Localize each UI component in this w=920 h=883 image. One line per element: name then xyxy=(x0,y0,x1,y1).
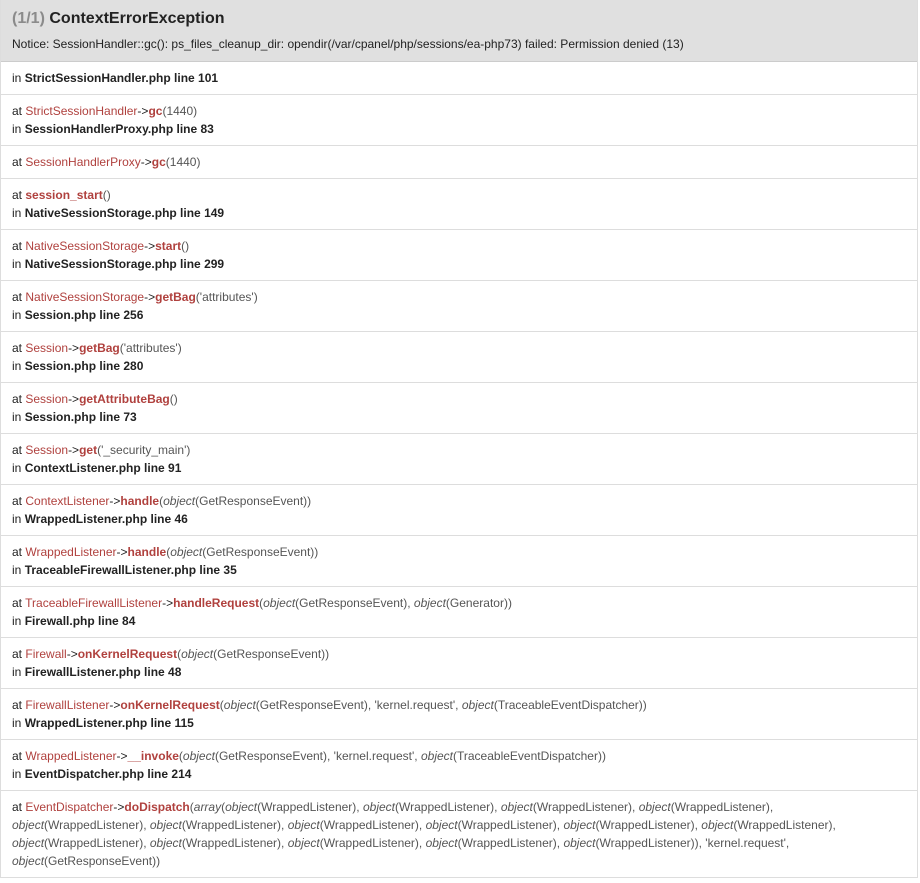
trace-class: Session xyxy=(25,392,69,406)
in-keyword: in xyxy=(12,308,22,322)
trace-class: FirewallListener xyxy=(25,698,110,712)
trace-call xyxy=(12,186,907,204)
trace-class: NativeSessionStorage xyxy=(25,239,145,253)
trace-call xyxy=(12,696,907,714)
at-keyword: at xyxy=(12,545,23,559)
trace-class: EventDispatcher xyxy=(25,800,114,814)
trace-location: Session.php line 256 xyxy=(24,308,144,322)
call-arrow: -> xyxy=(68,341,80,355)
trace-item xyxy=(1,689,917,740)
in-keyword: in xyxy=(12,767,22,781)
trace-function: getAttributeBag xyxy=(79,392,170,406)
exception-message: Notice: SessionHandler::gc(): ps_files_cleanup_dir: opendir(/var/cpanel/php/sessions/ea-php73) failed: Permission denied (13) xyxy=(12,37,684,51)
trace-file xyxy=(12,255,907,273)
trace-location: WrappedListener.php line 115 xyxy=(24,716,194,730)
trace-item xyxy=(1,230,917,281)
trace-class: Firewall xyxy=(25,647,67,661)
trace-location: SessionHandlerProxy.php line 83 xyxy=(24,122,214,136)
in-keyword: in xyxy=(12,122,22,136)
trace-call xyxy=(12,288,907,306)
trace-call xyxy=(12,153,907,171)
trace-arguments: (object(GetResponseEvent), 'kernel.request', object(TraceableEventDispatcher)) xyxy=(178,749,606,763)
trace-item xyxy=(1,434,917,485)
trace-item xyxy=(1,536,917,587)
at-keyword: at xyxy=(12,749,23,763)
trace-location: WrappedListener.php line 46 xyxy=(24,512,188,526)
trace-arguments: ('attributes') xyxy=(119,341,182,355)
trace-item xyxy=(1,179,917,230)
trace-call xyxy=(12,102,907,120)
trace-class: TraceableFirewallListener xyxy=(25,596,163,610)
call-arrow: -> xyxy=(162,596,174,610)
trace-item xyxy=(1,485,917,536)
at-keyword: at xyxy=(12,188,23,202)
call-arrow: -> xyxy=(137,104,149,118)
trace-class: NativeSessionStorage xyxy=(25,290,145,304)
trace-item xyxy=(1,740,917,791)
call-arrow: -> xyxy=(109,698,121,712)
trace-call xyxy=(12,747,907,765)
call-arrow: -> xyxy=(68,443,80,457)
call-arrow: -> xyxy=(144,290,156,304)
trace-call xyxy=(12,237,907,255)
trace-function: get xyxy=(79,443,98,457)
at-keyword: at xyxy=(12,392,23,406)
trace-item xyxy=(1,587,917,638)
trace-location: Firewall.php line 84 xyxy=(24,614,136,628)
stack-trace-list xyxy=(1,62,917,878)
trace-call xyxy=(12,543,907,561)
trace-function: doDispatch xyxy=(124,800,190,814)
trace-call xyxy=(12,339,907,357)
trace-file xyxy=(12,357,907,375)
trace-function: session_start xyxy=(25,188,103,202)
trace-function: getBag xyxy=(79,341,120,355)
at-keyword: at xyxy=(12,104,23,118)
trace-location: Session.php line 73 xyxy=(24,410,137,424)
trace-file xyxy=(12,120,907,138)
trace-arguments: () xyxy=(181,239,190,253)
trace-file xyxy=(12,612,907,630)
at-keyword: at xyxy=(12,239,23,253)
exception-title xyxy=(12,9,907,29)
trace-file xyxy=(12,408,907,426)
trace-location: EventDispatcher.php line 214 xyxy=(24,767,192,781)
trace-item xyxy=(1,146,917,179)
at-keyword: at xyxy=(12,698,23,712)
at-keyword: at xyxy=(12,341,23,355)
trace-arguments: () xyxy=(102,188,111,202)
trace-function: handle xyxy=(120,494,160,508)
in-keyword: in xyxy=(12,563,22,577)
trace-call xyxy=(12,645,907,663)
trace-arguments: ('attributes') xyxy=(195,290,258,304)
exception-header xyxy=(1,0,917,62)
trace-class: WrappedListener xyxy=(25,749,117,763)
trace-function: getBag xyxy=(155,290,196,304)
trace-call xyxy=(12,594,907,612)
trace-item xyxy=(1,281,917,332)
trace-function: handle xyxy=(127,545,167,559)
trace-function: handleRequest xyxy=(173,596,260,610)
trace-class: ContextListener xyxy=(25,494,110,508)
call-arrow: -> xyxy=(116,749,128,763)
trace-function: __invoke xyxy=(127,749,179,763)
at-keyword: at xyxy=(12,596,23,610)
trace-function: gc xyxy=(148,104,163,118)
trace-item xyxy=(1,62,917,95)
at-keyword: at xyxy=(12,494,23,508)
trace-location: TraceableFirewallListener.php line 35 xyxy=(24,563,237,577)
trace-item xyxy=(1,638,917,689)
exception-class: ContextErrorException xyxy=(49,10,225,27)
trace-arguments: (array(object(WrappedListener), object(WrappedListener), object(WrappedListener), object(WrappedListener), object(WrappedListener), object(WrappedListener), object(WrappedListener), object(WrappedListener), object(WrappedListener), object(WrappedListener), object(WrappedListener), object(WrappedListener), object(WrappedListener), object(WrappedListener), object(WrappedListener)), 'kernel.request', object(GetResponseEvent)) xyxy=(12,800,836,868)
trace-class: Session xyxy=(25,341,69,355)
in-keyword: in xyxy=(12,614,22,628)
in-keyword: in xyxy=(12,716,22,730)
in-keyword: in xyxy=(12,71,22,85)
trace-class: Session xyxy=(25,443,69,457)
trace-arguments: (1440) xyxy=(162,104,198,118)
call-arrow: -> xyxy=(109,494,121,508)
in-keyword: in xyxy=(12,359,22,373)
trace-location: ContextListener.php line 91 xyxy=(24,461,182,475)
in-keyword: in xyxy=(12,410,22,424)
trace-arguments: ('_security_main') xyxy=(97,443,191,457)
trace-arguments: (object(GetResponseEvent)) xyxy=(159,494,312,508)
trace-arguments: () xyxy=(169,392,178,406)
at-keyword: at xyxy=(12,800,23,814)
trace-file xyxy=(12,204,907,222)
trace-file xyxy=(12,765,907,783)
trace-call xyxy=(12,441,907,459)
exception-count: (1/1) xyxy=(12,10,45,27)
at-keyword: at xyxy=(12,647,23,661)
trace-file xyxy=(12,663,907,681)
trace-location: FirewallListener.php line 48 xyxy=(24,665,182,679)
trace-function: gc xyxy=(151,155,166,169)
in-keyword: in xyxy=(12,512,22,526)
trace-arguments: (object(GetResponseEvent)) xyxy=(177,647,330,661)
trace-class: WrappedListener xyxy=(25,545,117,559)
trace-item xyxy=(1,332,917,383)
call-arrow: -> xyxy=(140,155,152,169)
trace-file xyxy=(12,306,907,324)
trace-call xyxy=(12,798,907,870)
call-arrow: -> xyxy=(66,647,78,661)
trace-item xyxy=(1,791,917,878)
trace-arguments: (object(GetResponseEvent), 'kernel.request', object(TraceableEventDispatcher)) xyxy=(219,698,647,712)
trace-arguments: (object(GetResponseEvent), object(Generator)) xyxy=(259,596,512,610)
at-keyword: at xyxy=(12,290,23,304)
trace-arguments: (1440) xyxy=(165,155,201,169)
trace-file xyxy=(12,561,907,579)
in-keyword: in xyxy=(12,461,22,475)
trace-file xyxy=(12,510,907,528)
at-keyword: at xyxy=(12,443,23,457)
in-keyword: in xyxy=(12,206,22,220)
trace-function: start xyxy=(155,239,182,253)
trace-location: StrictSessionHandler.php line 101 xyxy=(24,71,219,85)
trace-arguments: (object(GetResponseEvent)) xyxy=(166,545,319,559)
trace-class: StrictSessionHandler xyxy=(25,104,138,118)
trace-location: NativeSessionStorage.php line 149 xyxy=(24,206,225,220)
at-keyword: at xyxy=(12,155,23,169)
call-arrow: -> xyxy=(113,800,125,814)
trace-location: Session.php line 280 xyxy=(24,359,144,373)
trace-function: onKernelRequest xyxy=(120,698,220,712)
call-arrow: -> xyxy=(144,239,156,253)
call-arrow: -> xyxy=(116,545,128,559)
trace-function: onKernelRequest xyxy=(77,647,178,661)
trace-call xyxy=(12,492,907,510)
trace-location: NativeSessionStorage.php line 299 xyxy=(24,257,225,271)
in-keyword: in xyxy=(12,665,22,679)
trace-item xyxy=(1,383,917,434)
trace-class: SessionHandlerProxy xyxy=(25,155,141,169)
trace-file xyxy=(12,714,907,732)
trace-file xyxy=(12,459,907,477)
trace-call xyxy=(12,390,907,408)
call-arrow: -> xyxy=(68,392,80,406)
in-keyword: in xyxy=(12,257,22,271)
trace-item xyxy=(1,95,917,146)
